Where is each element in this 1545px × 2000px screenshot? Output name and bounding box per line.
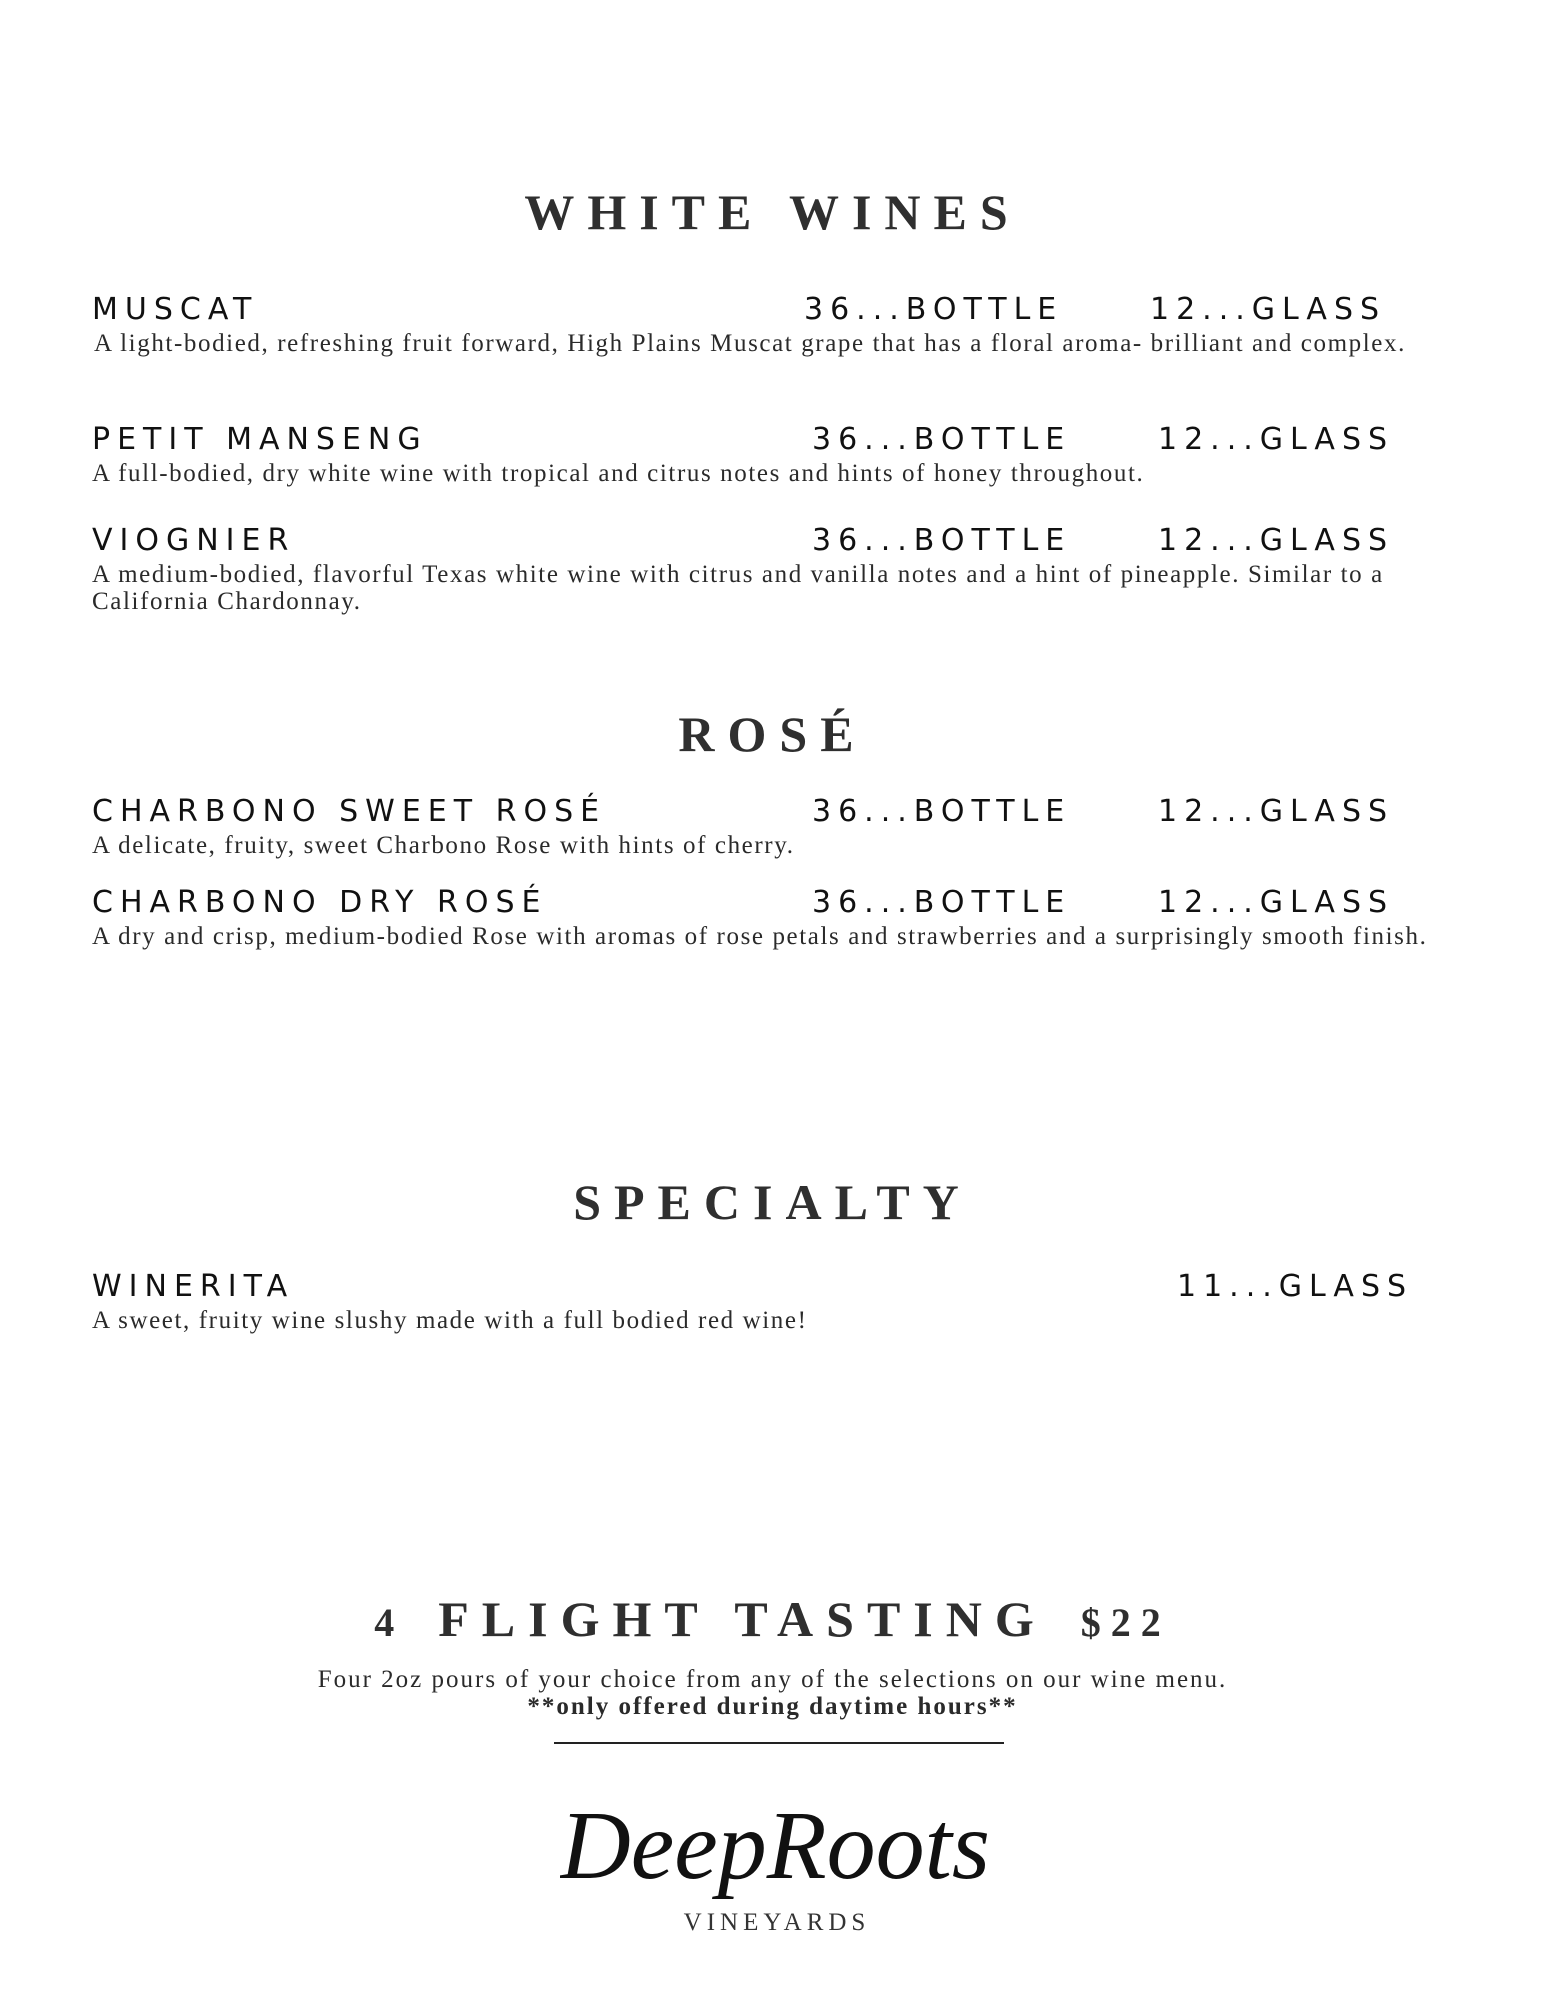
flight-tasting-heading bbox=[0, 1590, 1545, 1648]
menu-item-charbono-dry-rose bbox=[92, 883, 1462, 950]
item-description: A dry and crisp, medium-bodied Rose with aromas of rose petals and strawberries and a surprisingly smooth finish. bbox=[92, 923, 1428, 950]
flight-title: FLIGHT TASTING bbox=[438, 1591, 1047, 1647]
item-name: CHARBONO DRY ROSÉ bbox=[92, 885, 548, 920]
glass-price: 11...GLASS bbox=[1177, 1269, 1414, 1304]
bottle-price: 36...BOTTLE bbox=[812, 422, 1072, 457]
specialty-heading: SPECIALTY bbox=[573, 1174, 972, 1230]
divider-line bbox=[554, 1742, 1004, 1744]
item-name: MUSCAT bbox=[92, 292, 259, 327]
flight-count: 4 bbox=[374, 1600, 405, 1645]
item-name: CHARBONO SWEET ROSÉ bbox=[92, 794, 607, 829]
bottle-price: 36...BOTTLE bbox=[812, 523, 1072, 558]
bottle-price: 36...BOTTLE bbox=[804, 292, 1064, 327]
glass-price: 12...GLASS bbox=[1158, 885, 1395, 920]
menu-item-muscat bbox=[92, 290, 1462, 357]
bottle-price: 36...BOTTLE bbox=[812, 885, 1072, 920]
item-name: PETIT MANSENG bbox=[92, 422, 428, 457]
flight-description: Four 2oz pours of your choice from any of the selections on our wine menu. bbox=[317, 1666, 1228, 1693]
white-wines-heading: WHITE WINES bbox=[524, 184, 1021, 240]
item-description: A delicate, fruity, sweet Charbono Rose with hints of cherry. bbox=[92, 832, 795, 859]
menu-item-petit-manseng bbox=[92, 420, 1462, 487]
menu-item-charbono-sweet-rose bbox=[92, 792, 1462, 859]
item-description: A full-bodied, dry white wine with tropical and citrus notes and hints of honey throughout. bbox=[92, 460, 1145, 487]
item-description: A light-bodied, refreshing fruit forward, High Plains Muscat grape that has a floral aroma- brilliant and complex. bbox=[94, 330, 1406, 357]
item-description: A medium-bodied, flavorful Texas white wine with citrus and vanilla notes and a hint of pineapple. Similar to a California Chardonnay. bbox=[92, 561, 1384, 615]
deeproots-logo bbox=[560, 1770, 990, 1940]
item-name: VIOGNIER bbox=[92, 523, 296, 558]
flight-price: $22 bbox=[1080, 1600, 1171, 1645]
menu-item-viognier bbox=[92, 521, 1462, 615]
bottle-price: 36...BOTTLE bbox=[812, 794, 1072, 829]
logo-script-text: DeepRoots bbox=[560, 1792, 990, 1900]
rose-heading: ROSÉ bbox=[678, 706, 867, 762]
glass-price: 12...GLASS bbox=[1158, 523, 1395, 558]
flight-daytime-note: **only offered during daytime hours** bbox=[527, 1693, 1018, 1720]
item-name: WINERITA bbox=[92, 1269, 295, 1304]
glass-price: 12...GLASS bbox=[1150, 292, 1387, 327]
glass-price: 12...GLASS bbox=[1158, 794, 1395, 829]
glass-price: 12...GLASS bbox=[1158, 422, 1395, 457]
logo-subtitle: VINEYARDS bbox=[683, 1909, 871, 1936]
menu-item-winerita bbox=[92, 1267, 1462, 1334]
item-description: A sweet, fruity wine slushy made with a full bodied red wine! bbox=[92, 1307, 808, 1334]
